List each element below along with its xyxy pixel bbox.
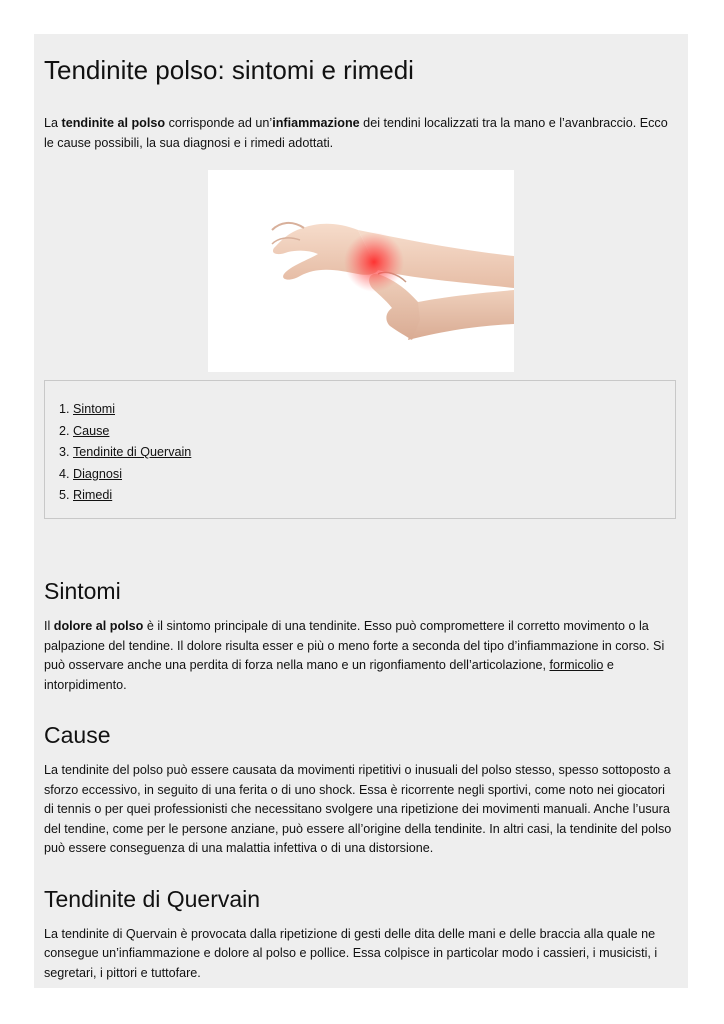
toc-item-diagnosi	[73, 464, 675, 486]
intro-bold-term: infiammazione	[272, 116, 360, 130]
table-of-contents	[44, 380, 676, 519]
section-heading-cause: Cause	[44, 722, 111, 748]
formicolio-link[interactable]: formicolio	[549, 658, 604, 672]
page-title: Tendinite polso: sintomi e rimedi	[44, 55, 414, 85]
sintomi-paragraph	[44, 617, 678, 695]
sintomi-bold-term: dolore al polso	[53, 619, 144, 633]
section-quervain	[44, 885, 678, 984]
intro-text: La	[44, 116, 62, 130]
cause-paragraph: La tendinite del polso può essere causata da movimenti ripetitivi o inusuali del polso stesso, spesso sottoposto a sforzo eccessivo, in seguito di una ferita o di uno shock. Essa è ricorrente negli sportivi, come noto nei giocatori di tennis o per quei professionisti che necessitano svolgere una ripetizione dei movimenti manuali. Anche l’usura del tendine, come per le persone anziane, può essere all’origine della tendinite. In altri casi, la tendinite del polso può essere conseguenza di una malattia infettiva o di una distorsione.	[44, 763, 672, 855]
intro-text: dei tendini localizzati tra la mano e l’avanbraccio. Ecco le cause possibili, la sua diagnosi e i rimedi adottati.	[44, 116, 668, 150]
wrist-pain-image	[208, 170, 514, 372]
toc-link-cause[interactable]: Cause	[73, 423, 110, 438]
document-page	[34, 34, 688, 988]
toc-link-quervain[interactable]: Tendinite di Quervain	[73, 445, 192, 459]
toc-link-diagnosi[interactable]: Diagnosi	[73, 466, 123, 481]
toc-item-rimedi	[73, 485, 675, 507]
section-heading-sintomi: Sintomi	[44, 578, 121, 604]
toc-item-sintomi	[73, 399, 675, 421]
toc-link-sintomi[interactable]: Sintomi	[73, 402, 115, 416]
article	[34, 34, 688, 983]
toc-link-rimedi[interactable]: Rimedi	[73, 488, 113, 502]
sintomi-text: e intorpidimento.	[44, 658, 614, 692]
section-cause	[44, 721, 678, 859]
toc-list	[45, 381, 675, 507]
intro-bold-term: tendinite al polso	[61, 116, 166, 130]
sintomi-text: è il sintomo principale di una tendinite. Esso può compromettere il corretto movimento o la palpazione del tendine. Il dolore risulta esser e più o meno forte a seconda del tipo d’infiammazione in corso. Si può osservare anche una perdita di forza nella mano e un rigonfiamento dell’articolazione,	[44, 619, 665, 672]
sintomi-text: Il	[44, 619, 54, 633]
wrist-pain-photo-icon	[208, 170, 514, 372]
intro-text: corrisponde ad un’	[165, 116, 273, 130]
section-heading-quervain: Tendinite di Quervain	[44, 885, 261, 912]
quervain-paragraph: La tendinite di Quervain è provocata dalla ripetizione di gesti delle dita delle mani e delle braccia alla quale ne consegue un’infiammazione e dolore al polso e pollice. Essa colpisce in particolar modo i cassieri, i musicisti, i segretari, i pittori e tuttofare.	[44, 926, 658, 980]
toc-item-quervain	[73, 442, 675, 464]
section-sintomi	[44, 577, 678, 695]
intro-paragraph	[44, 114, 678, 153]
toc-item-cause	[73, 421, 675, 443]
